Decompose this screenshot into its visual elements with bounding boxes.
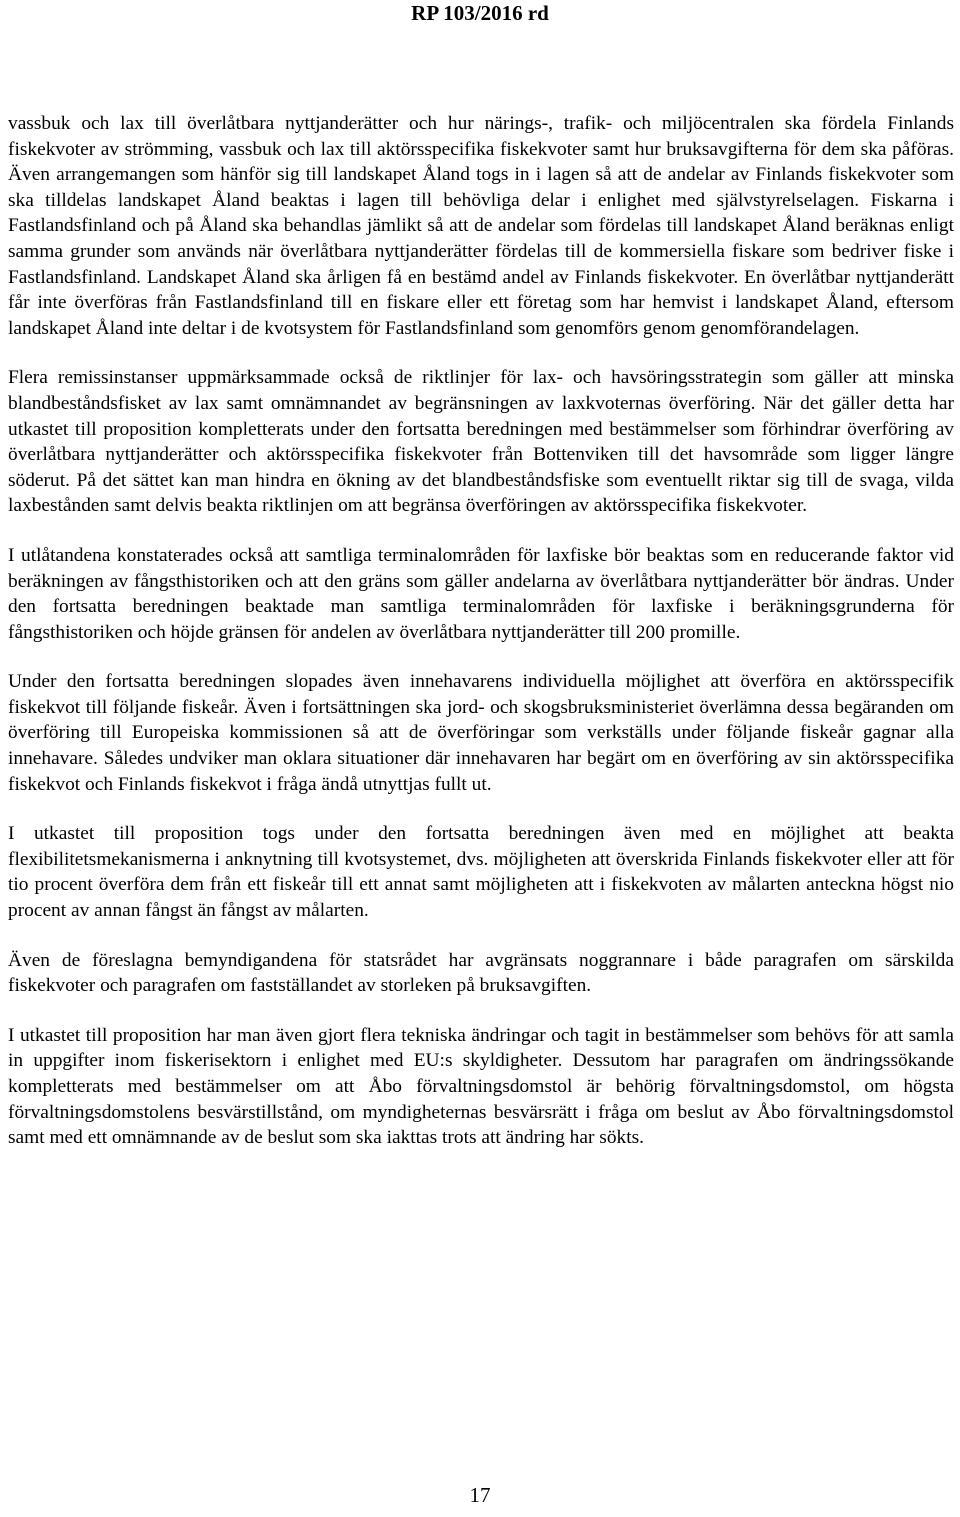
paragraph-3: I utlåtandena konstaterades också att samtliga terminalområden för laxfiske bör beaktas som en reducerande faktor vid beräkningen av fångsthistoriken och att den gräns som gäller andelarna av överlåtbara nyttjanderätter bör ändras. Under den fortsatta beredningen beaktade man samtliga terminalområden för laxfiske i beräkningsgrunderna för fångsthistoriken och höjde gränsen för andelen av överlåtbara nyttjanderätter till 200 promille.: [8, 544, 954, 643]
paragraph-7: I utkastet till proposition har man även gjort flera tekniska ändringar och tagit in bestämmelser som behövs för att samla in uppgifter inom fiskerisektorn i enlighet med EU:s skyldigheter. Dessutom har paragrafen om ändringssökande kompletterats med bestämmelser om att Åbo förvaltningsdomstol är behörig förvaltningsdomstol, om högsta förvaltningsdomstolens besvärstillstånd, om myndigheternas besvärsrätt i fråga om beslut av Åbo förvaltningsdomstol samt med ett omnämnande av de beslut som ska iakttas trots att ändring har sökts.: [8, 1024, 954, 1149]
paragraph-4: Under den fortsatta beredningen slopades även innehavarens individuella möjlighet att överföra en aktörsspecifik fiskekvot till följande fiskeår. Även i fortsättningen ska jord- och skogsbruksministeriet överlämna dessa begäranden om överföring till Europeiska kommissionen så att de överföringar som verkställs under följande fiskeår gagnar alla innehavare. Således undviker man oklara situationer där innehavaren har begärt om en överföring av sin aktörsspecifika fiskekvot och Finlands fiskekvot i fråga ändå utnyttjas fullt ut.: [8, 671, 954, 795]
paragraph-6: Även de föreslagna bemyndigandena för statsrådet har avgränsats noggrannare i både paragrafen om särskilda fiskekvoter och paragrafen om fastställandet av storleken på bruksavgiften.: [8, 949, 954, 997]
document-body: [8, 111, 954, 1175]
document-header: RP 103/2016 rd: [411, 1, 549, 25]
paragraph-1: vassbuk och lax till överlåtbara nyttjanderätter och hur närings-, trafik- och miljöcentralen ska fördela Finlands fiskekvoter av strömming, vassbuk och lax till aktörsspecifika fiskekvoter samt hur bruksavgifterna för dem ska påföras. Även arrangemangen som hänför sig till landskapet Åland togs in i lagen så att de andelar av Finlands fiskekvoter som ska tilldelas landskapet Åland beaktas i lagen till behövliga delar i enlighet med självstyrelselagen. Fiskarna i Fastlandsfinland och på Åland ska behandlas jämlikt så att de andelar som fördelas till landskapet Åland beräknas enligt samma grunder som används när överlåtbara nyttjanderätter fördelas till de kommersiella fiskare som bedriver fiske i Fastlandsfinland. Landskapet Åland ska årligen få en bestämd andel av Finlands fiskekvoter. En överlåtbar nyttjanderätt får inte överföras från Fastlandsfinland till en fiskare eller ett företag som har hemvist i landskapet Åland, eftersom landskapet Åland inte deltar i de kvotsystem för Fastlandsfinland som genomförs genom genomförandelagen.: [8, 113, 954, 339]
paragraph-5: I utkastet till proposition togs under den fortsatta beredningen även med en möjlighet att beakta flexibilitetsmekanismerna i anknytning till kvotsystemet, dvs. möjligheten att överskrida Finlands fiskekvoter eller att för tio procent överföra dem från ett fiskeår till ett annat samt möjligheten att i fiskekvoten av målarten anteckna högst nio procent av annan fångst än fångst av målarten.: [8, 823, 954, 922]
page-number: 17: [469, 1483, 491, 1507]
paragraph-2: Flera remissinstanser uppmärksammade också de riktlinjer för lax- och havsöringsstrategin som gäller att minska blandbeståndsfisket av lax samt omnämnandet av begränsningen av laxkvoternas överföring. När det gäller detta har utkastet till proposition kompletterats under den fortsatta beredningen med bestämmelser som förhindrar överföring av överlåtbara nyttjanderätter och aktörsspecifika fiskekvoter från Bottenviken till det havsområde som ligger längre söderut. På det sättet kan man hindra en ökning av det blandbeståndsfiske som eventuellt riktar sig till de svaga, vilda laxbestånden samt delvis beakta riktlinjen om att begränsa överföringen av aktörsspecifika fiskekvoter.: [8, 367, 954, 517]
